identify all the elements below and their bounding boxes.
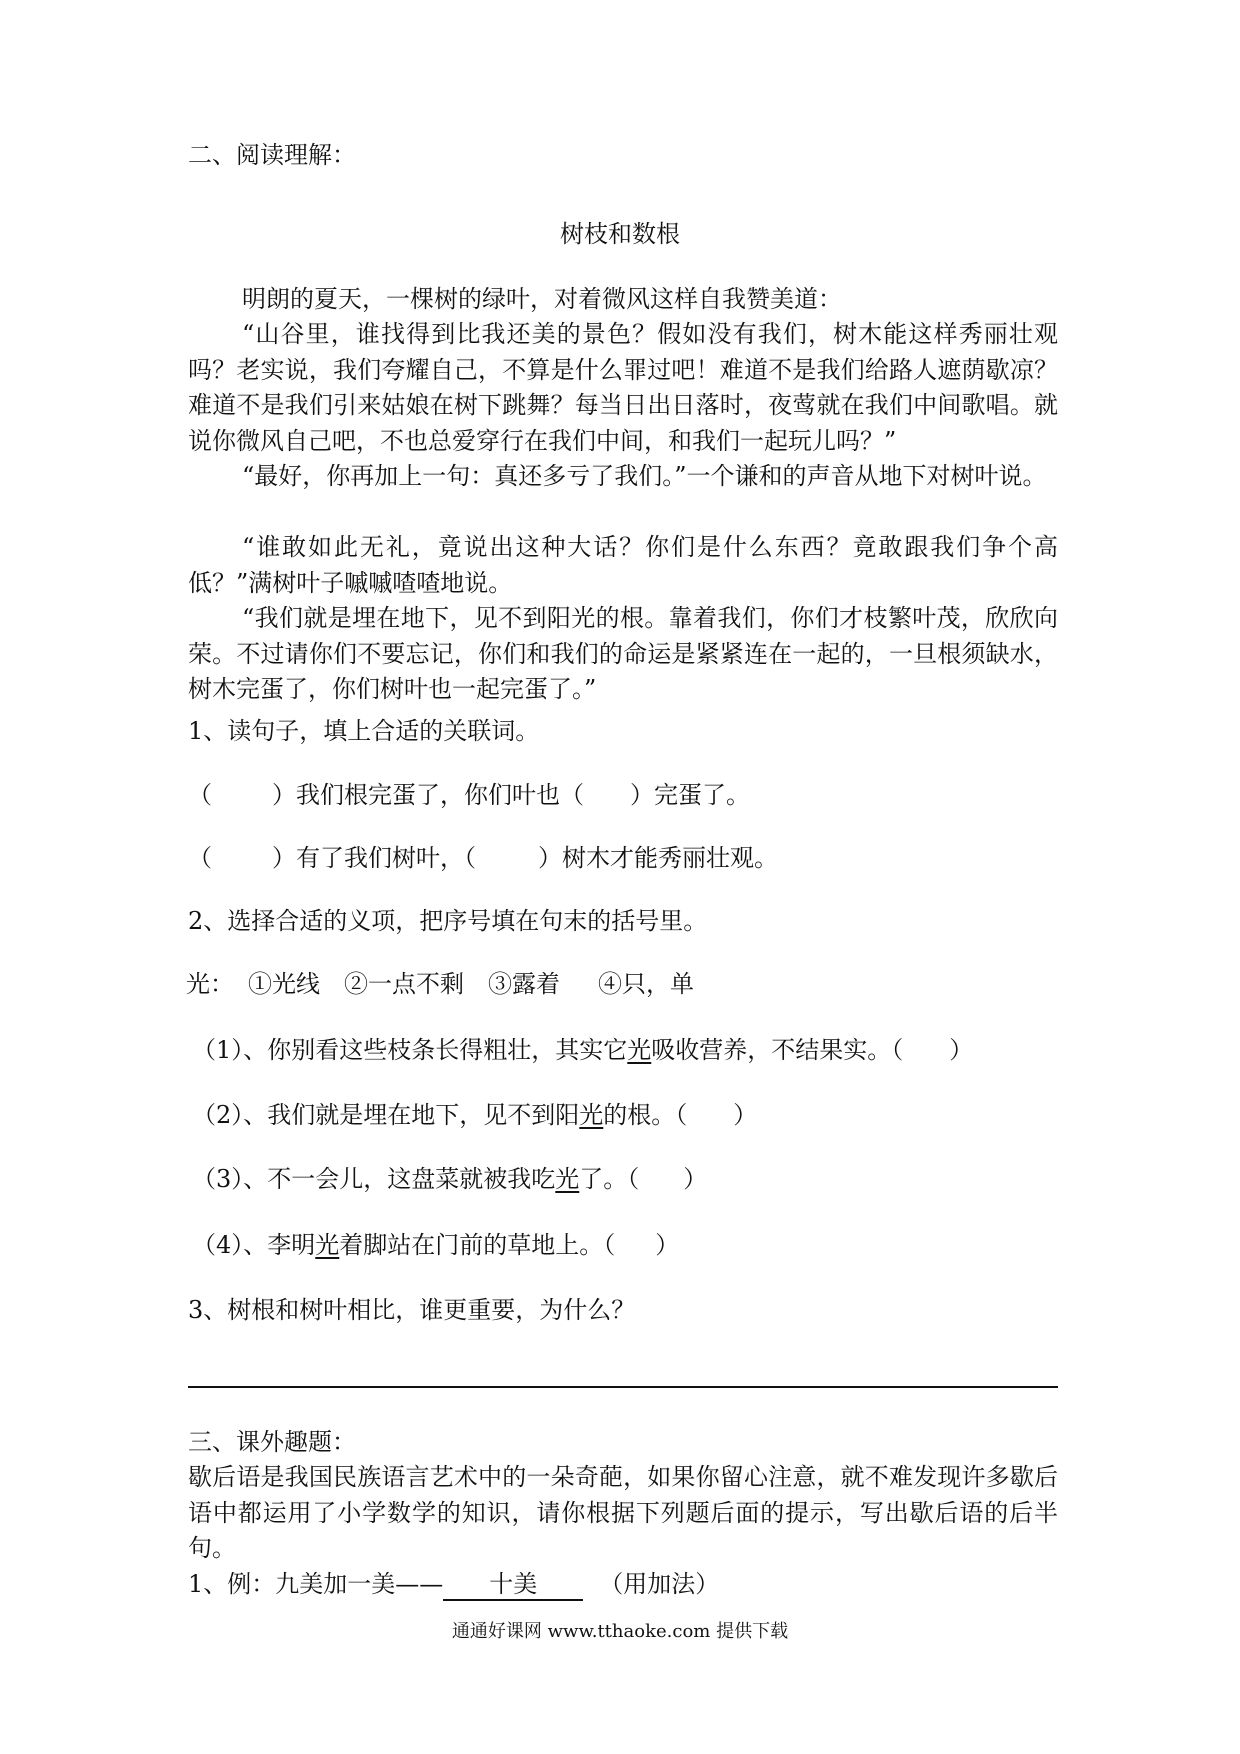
item-text: 的根。（ [603, 1101, 688, 1129]
q2-prompt: 2、选择合适的义项，把序号填在句末的括号里。 [188, 907, 708, 935]
item-text: （2）、我们就是埋在地下，见不到阳 [192, 1101, 580, 1129]
story-title: 树枝和数根 [560, 220, 680, 248]
options-label: 光： [186, 970, 234, 998]
sentence-text: ）我们根完蛋了，你们叶也（ [272, 781, 584, 809]
underlined-char: 光 [555, 1165, 580, 1193]
sentence-text: ）树木才能秀丽壮观。 [538, 844, 778, 872]
q1-sentence-2 [188, 840, 778, 876]
item-text: 吸收营养，不结果实。（ [651, 1036, 904, 1064]
paren-close: ） [655, 1231, 680, 1259]
example-prefix: 1、例：九美加一美—— [188, 1570, 444, 1598]
sentence-text: ）有了我们树叶，（ [272, 844, 476, 872]
q2-item-3 [192, 1161, 707, 1197]
item-text: （4）、李明 [192, 1231, 316, 1259]
paren-close: ） [683, 1165, 708, 1193]
section2-heading: 二、阅读理解： [188, 141, 356, 169]
q2-options [186, 966, 694, 1002]
q1-prompt: 1、读句子，填上合适的关联词。 [188, 717, 540, 745]
item-text: 了。（ [579, 1165, 640, 1193]
q2-item-4 [192, 1227, 679, 1263]
underlined-char: 光 [579, 1101, 604, 1129]
underlined-char: 光 [627, 1036, 652, 1064]
item-text: （1）、你别看这些枝条长得粗壮，其实它 [192, 1036, 628, 1064]
option-3: ③露着 [488, 970, 560, 998]
footer-credit: 通通好课网 www.tthaoke.com 提供下载 [451, 1621, 789, 1642]
story-paragraph: “山谷里，谁找得到比我还美的景色？假如没有我们，树木能这样秀丽壮观吗？老实说，我们夸耀自己，不算是什么罪过吧！难道不是我们给路人遮荫歇凉？难道不是我们引来姑娘在树下跳舞？每当日出日落时，夜莺就在我们中间歌唱。就说你微风自己吧，不也总爱穿行在我们中间，和我们一起玩儿吗？” [188, 320, 1058, 455]
example-line [188, 1566, 719, 1602]
q2-item-2 [192, 1097, 757, 1133]
option-1: ①光线 [248, 970, 320, 998]
sentence-text: ）完蛋了。 [630, 781, 750, 809]
story-paragraph: “最好，你再加上一句：真还多亏了我们。”一个谦和的声音从地下对树叶说。 [242, 462, 1047, 490]
section3-heading: 三、课外趣题： [188, 1428, 356, 1456]
paren-open: （ [188, 844, 212, 872]
paren-close: ） [949, 1036, 974, 1064]
story-paragraph: “谁敢如此无礼，竟说出这种大话？你们是什么东西？竟敢跟我们争个高低？”满树叶子嘁嘁喳喳地说。 [188, 533, 1058, 597]
q1-sentence-1 [188, 777, 750, 813]
example-answer: 十美 [443, 1569, 583, 1601]
option-2: ②一点不剩 [344, 970, 464, 998]
paren-open: （ [188, 781, 212, 809]
underlined-char: 光 [315, 1231, 340, 1259]
option-4: ④只，单 [598, 970, 694, 998]
answer-line[interactable] [188, 1386, 1058, 1388]
paren-close: ） [733, 1101, 758, 1129]
item-text: 着脚站在门前的草地上。（ [339, 1231, 616, 1259]
section3-intro: 歇后语是我国民族语言艺术中的一朵奇葩，如果你留心注意，就不难发现许多歇后语中都运用了小学数学的知识，请你根据下列题后面的提示，写出歇后语的后半句。 [188, 1463, 1058, 1562]
item-text: （3）、不一会儿，这盘菜就被我吃 [192, 1165, 556, 1193]
q2-item-1 [192, 1032, 973, 1068]
story-paragraph: “我们就是埋在地下，见不到阳光的根。靠着我们，你们才枝繁叶茂，欣欣向荣。不过请你们不要忘记，你们和我们的命运是紧紧连在一起的，一旦根须缺水，树木完蛋了，你们树叶也一起完蛋了。” [188, 604, 1058, 703]
story-paragraph: 明朗的夏天，一棵树的绿叶，对着微风这样自我赞美道： [242, 285, 842, 313]
q3-prompt: 3、树根和树叶相比，谁更重要，为什么？ [188, 1296, 636, 1324]
example-hint: （用加法） [599, 1570, 720, 1598]
